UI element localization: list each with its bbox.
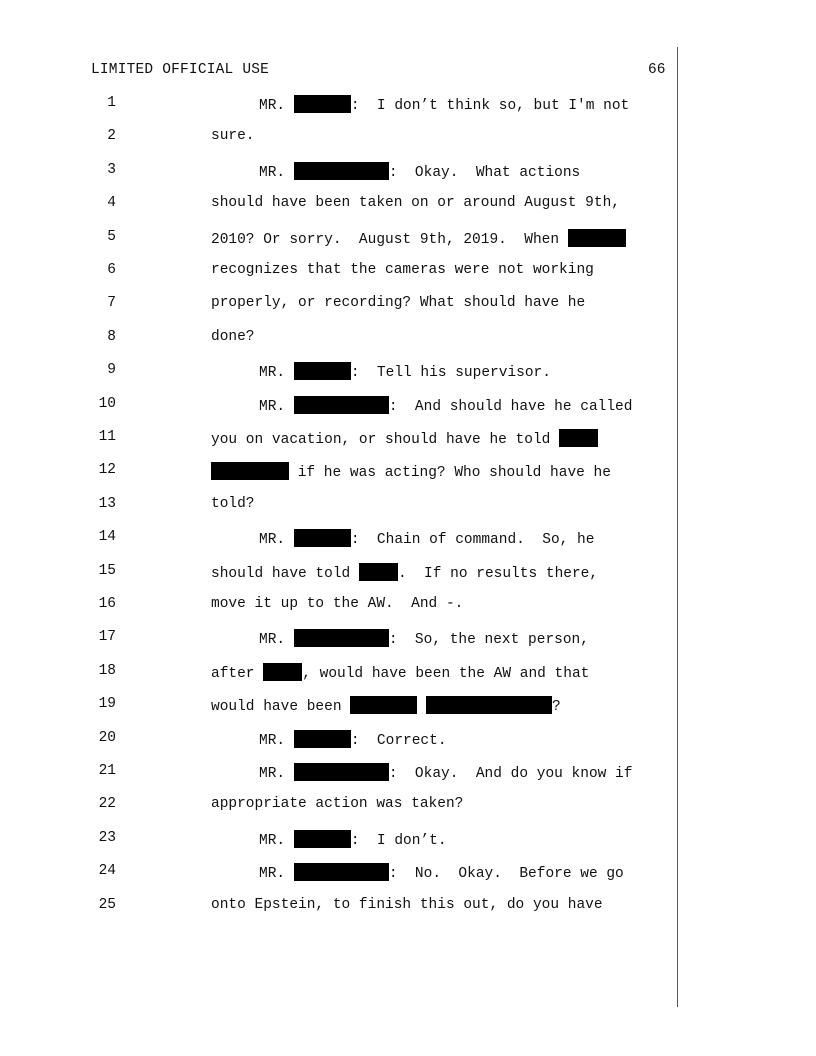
transcript-line	[0, 563, 816, 585]
line-number: 4	[107, 195, 116, 212]
line-text-segment: properly, or recording? What should have he	[211, 295, 586, 312]
line-text	[211, 329, 255, 345]
line-text-segment: : Okay. What actions	[388, 164, 581, 181]
line-number: 20	[98, 729, 116, 746]
line-number: 17	[98, 629, 116, 646]
line-text	[259, 362, 551, 381]
transcript-line	[0, 763, 816, 785]
line-text-segment: MR.	[259, 164, 294, 181]
line-number: 21	[98, 763, 116, 779]
line-text-segment: : I don’t.	[350, 832, 447, 849]
line-number: 6	[107, 262, 116, 278]
line-number: 16	[98, 596, 116, 612]
line-number: 7	[107, 295, 116, 312]
line-number: 13	[98, 495, 116, 512]
line-text-segment: appropriate action was taken?	[211, 796, 464, 813]
line-text	[211, 563, 598, 582]
line-text	[259, 730, 447, 749]
redaction-block	[294, 162, 389, 180]
line-text	[211, 229, 626, 248]
line-number: 11	[98, 429, 116, 445]
redaction-block	[426, 696, 552, 714]
line-text-segment: should have told	[211, 565, 359, 582]
page-number: 66	[648, 62, 666, 78]
transcript-line	[0, 195, 816, 217]
line-text-segment: MR.	[259, 398, 294, 415]
redaction-block	[294, 629, 389, 647]
transcript-line	[0, 128, 816, 150]
transcript-line	[0, 462, 816, 484]
redaction-block	[294, 863, 389, 881]
line-number: 24	[98, 863, 116, 880]
line-text	[211, 696, 561, 715]
redaction-block	[294, 362, 351, 380]
redaction-block	[294, 830, 351, 848]
transcript-line	[0, 796, 816, 818]
line-number: 10	[98, 395, 116, 412]
line-text-segment: would have been	[211, 699, 351, 716]
line-text	[259, 529, 594, 548]
line-text	[211, 496, 255, 512]
line-number: 14	[98, 529, 116, 546]
redaction-block	[294, 396, 389, 414]
transcript-line	[0, 730, 816, 752]
line-number: 3	[107, 161, 116, 178]
line-number: 9	[107, 362, 116, 379]
line-text-segment: ?	[551, 699, 561, 716]
transcript-line	[0, 162, 816, 184]
line-text	[211, 429, 598, 448]
redaction-block	[294, 763, 389, 781]
line-text	[211, 663, 589, 682]
line-text	[211, 295, 585, 311]
line-text-segment: recognizes that the cameras were not working	[211, 262, 594, 278]
line-text	[259, 863, 624, 882]
line-text-segment: : And should have he called	[388, 398, 633, 415]
redaction-block	[559, 429, 598, 447]
line-text	[211, 462, 611, 481]
line-text	[211, 128, 255, 144]
redaction-block	[294, 95, 351, 113]
transcript-line	[0, 863, 816, 885]
line-text	[211, 195, 620, 211]
line-text-segment: onto Epstein, to finish this out, do you have	[211, 896, 603, 913]
line-number: 2	[107, 128, 116, 145]
line-text-segment: if he was acting? Who should have he	[289, 465, 611, 482]
transcript-line	[0, 362, 816, 384]
line-number: 22	[98, 796, 116, 813]
line-text-segment: sure.	[211, 128, 255, 145]
line-text-segment: MR.	[259, 732, 294, 749]
line-text	[211, 262, 594, 278]
transcript-line	[0, 229, 816, 251]
line-number: 18	[98, 662, 116, 679]
line-number: 1	[107, 95, 116, 111]
line-text-segment: move it up to the AW. And -.	[211, 596, 464, 612]
line-text-segment: : I don’t think so, but I'm not	[350, 98, 630, 114]
transcript-line	[0, 429, 816, 451]
line-text-segment: MR.	[259, 365, 294, 382]
line-number: 15	[98, 562, 116, 579]
line-text	[259, 162, 580, 181]
transcript-line	[0, 496, 816, 518]
line-text-segment: MR.	[259, 832, 294, 849]
line-number: 8	[107, 328, 116, 345]
line-text-segment: should have been taken on or around August 9th,	[211, 195, 620, 212]
transcript-line	[0, 295, 816, 317]
transcript-line	[0, 262, 816, 284]
redaction-block	[294, 730, 351, 748]
redaction-block	[263, 663, 302, 681]
line-text	[211, 596, 463, 612]
classification-header: LIMITED OFFICIAL USE	[91, 62, 270, 78]
line-text-segment: : Correct.	[350, 732, 447, 749]
line-text	[259, 763, 632, 782]
transcript-line	[0, 629, 816, 651]
transcript-line	[0, 696, 816, 718]
line-text-segment: MR.	[259, 866, 294, 883]
transcript-line	[0, 396, 816, 418]
redaction-block	[359, 563, 398, 581]
redaction-block	[211, 462, 289, 480]
line-text-segment: , would have been the AW and that	[302, 665, 590, 682]
line-number: 23	[98, 829, 116, 846]
transcript-line	[0, 897, 816, 919]
line-text-segment: told?	[211, 495, 255, 512]
line-text	[259, 95, 629, 114]
transcript-line	[0, 596, 816, 618]
line-text	[211, 796, 463, 812]
transcript-line	[0, 329, 816, 351]
line-text-segment	[417, 699, 426, 715]
line-text-segment: done?	[211, 328, 255, 345]
line-text-segment: : Okay. And do you know if	[388, 766, 633, 782]
line-text-segment: MR.	[259, 632, 294, 649]
transcript-line	[0, 95, 816, 117]
line-text-segment: : So, the next person,	[388, 632, 589, 649]
line-number: 19	[98, 696, 116, 713]
line-text-segment: MR.	[259, 532, 294, 549]
line-number: 12	[98, 462, 116, 479]
line-text-segment: MR.	[259, 766, 294, 782]
line-text	[259, 830, 447, 849]
line-text-segment: : Chain of command. So, he	[350, 532, 595, 549]
line-number: 5	[107, 228, 116, 245]
line-text	[259, 396, 632, 415]
line-text	[211, 897, 603, 913]
line-text-segment: MR.	[259, 98, 294, 114]
redaction-block	[294, 529, 351, 547]
redaction-block	[350, 696, 417, 714]
line-text-segment: you on vacation, or should have he told	[211, 432, 560, 448]
line-text-segment: : Tell his supervisor.	[350, 365, 551, 382]
line-text-segment: 2010? Or sorry. August 9th, 2019. When	[211, 231, 568, 248]
transcript-line	[0, 830, 816, 852]
line-number: 25	[98, 896, 116, 913]
line-text-segment: : No. Okay. Before we go	[388, 866, 624, 883]
line-text	[259, 629, 589, 648]
line-text-segment: . If no results there,	[397, 565, 599, 582]
redaction-block	[568, 229, 626, 247]
transcript-line	[0, 529, 816, 551]
line-text-segment: after	[211, 665, 264, 682]
transcript-line	[0, 663, 816, 685]
